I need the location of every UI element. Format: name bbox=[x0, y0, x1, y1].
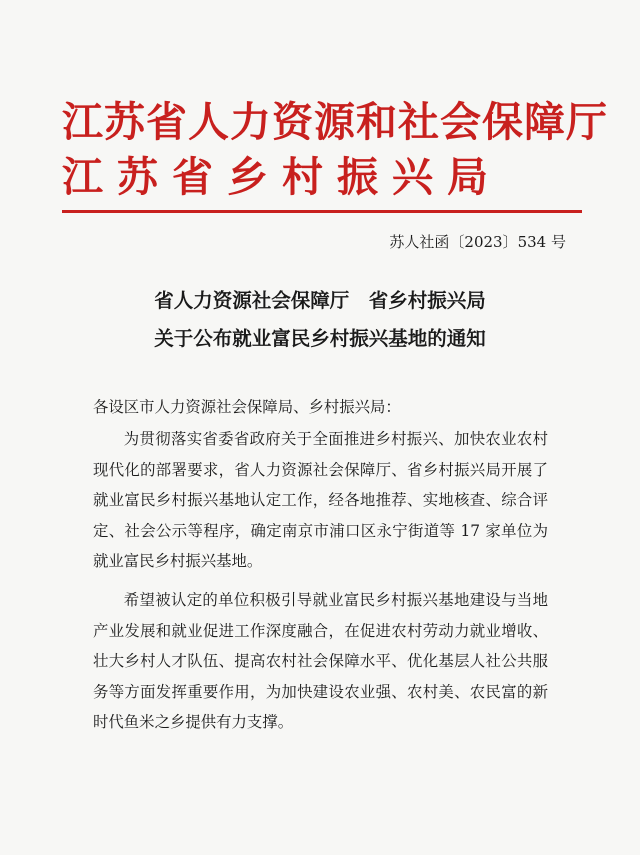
document-title-line-2: 关于公布就业富民乡村振兴基地的通知 bbox=[154, 327, 486, 350]
issuer-name-1: 江苏省人力资源和社会保障厅 bbox=[62, 98, 608, 146]
issuer-name-2: 江苏省乡村振兴局 bbox=[62, 153, 502, 201]
document-title-line-1: 省人力资源社会保障厅 省乡村振兴局 bbox=[154, 289, 486, 312]
red-separator-line bbox=[62, 210, 582, 213]
paragraph-1: 为贯彻落实省委省政府关于全面推进乡村振兴、加快农业农村现代化的部署要求，省人力资源社会保障厅、省乡村振兴局开展了就业富民乡村振兴基地认定工作，经各地推荐、实地核查、综合评定、社会公示等程序，确定南京市浦口区永宁街道等 17 家单位为就业富民乡村振兴基地。 bbox=[93, 430, 548, 570]
document-number: 苏人社函〔2023〕534 号 bbox=[389, 233, 566, 251]
salutation: 各设区市人力资源社会保障局、乡村振兴局： bbox=[93, 398, 401, 416]
paragraph-2: 希望被认定的单位积极引导就业富民乡村振兴基地建设与当地产业发展和就业促进工作深度融合，在促进农村劳动力就业增收、壮大乡村人才队伍、提高农村社会保障水平、优化基层人社公共服务等方面发挥重要作用，为加快建设农业强、农村美、农民富的新时代鱼米之乡提供有力支撑。 bbox=[93, 591, 548, 731]
